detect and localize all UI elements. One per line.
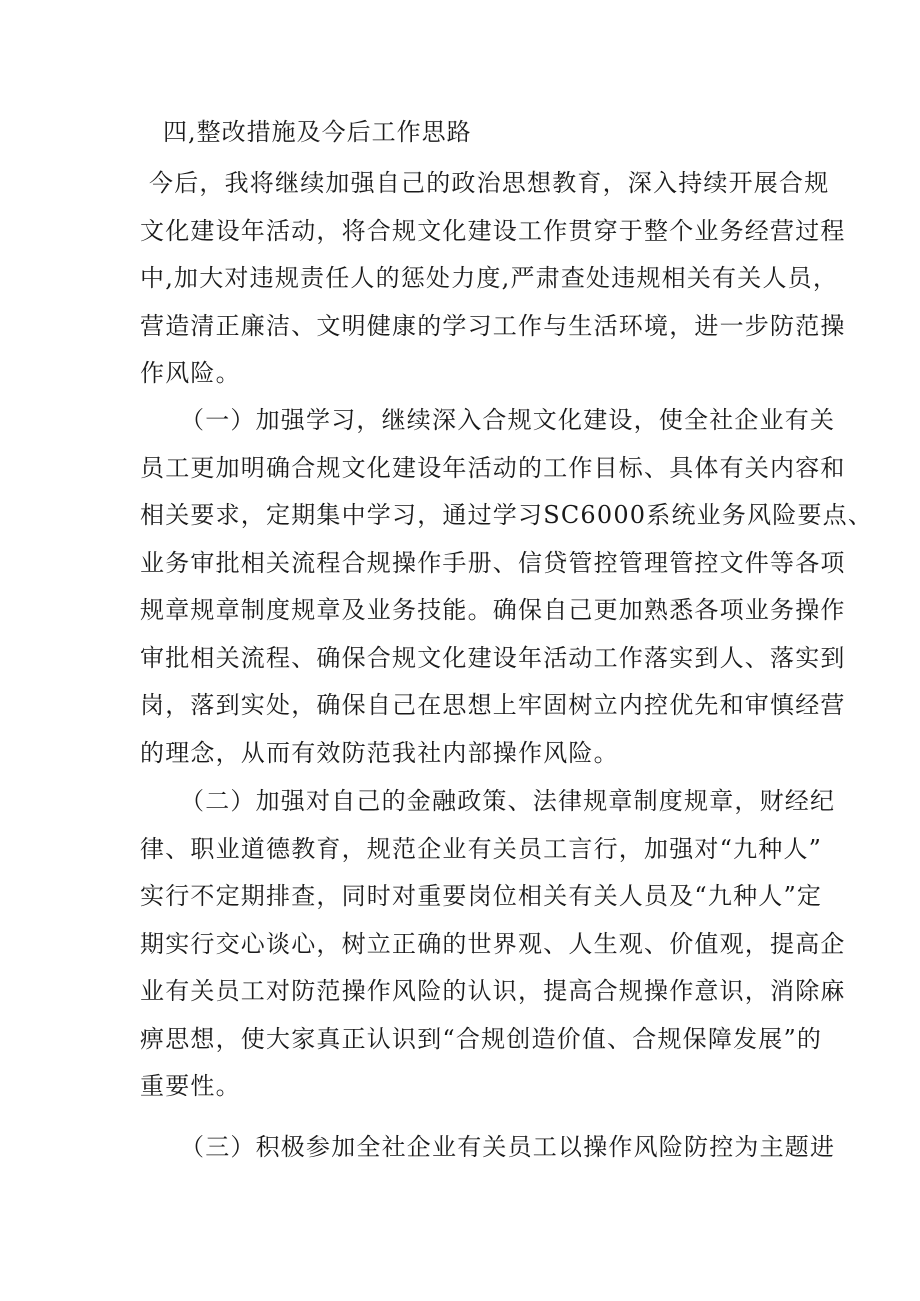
paragraph-item-1 — [140, 397, 874, 777]
paragraph-line: 岗，落到实处，确保自己在思想上牢固树立内控优先和审慎经营 — [140, 691, 846, 719]
paragraph-line: （三）积极参加全社企业有关员工以操作风险防控为主题进 — [180, 1133, 836, 1161]
paragraph-line: 的理念，从而有效防范我社内部操作风险。 — [140, 738, 619, 767]
paragraph-line: 相关要求，定期集中学习，通过学习SC6000系统业务风险要点、 — [140, 501, 874, 529]
paragraph-item-2 — [140, 778, 846, 1111]
paragraph-line: 文化建设年活动，将合规文化建设工作贯穿于整个业务经营过程 — [140, 216, 846, 245]
paragraph-intro — [140, 160, 846, 398]
paragraph-line: 业务审批相关流程合规操作手册、信贷管控管理管控文件等各项 — [140, 548, 846, 577]
paragraph-line: 中,加大对违规责任人的惩处力度,严肃查处违规相关有关人员， — [140, 264, 839, 292]
paragraph-line: 员工更加明确合规文化建设年活动的工作目标、具体有关内容和 — [140, 453, 846, 482]
paragraph-line: 律、职业道德教育，规范企业有关员工言行，加强对“九种人” — [140, 834, 823, 863]
paragraph-line: 营造清正廉洁、文明健康的学习工作与生活环境，进一步防范操 — [140, 311, 846, 340]
section-heading: 四,整改措施及今后工作思路 — [163, 118, 472, 146]
paragraph-item-3 — [140, 1124, 836, 1172]
paragraph-line: 作风险。 — [140, 359, 241, 387]
paragraph-line: （一）加强学习，继续深入合规文化建设，使全社企业有关 — [180, 406, 836, 434]
paragraph-line: （二）加强对自己的金融政策、法律规章制度规章，财经纪 — [180, 787, 836, 815]
paragraph-line: 今后，我将继续加强自己的政治思想教育，深入持续开展合规 — [149, 169, 830, 197]
paragraph-line: 审批相关流程、确保合规文化建设年活动工作落实到人、落实到 — [140, 643, 846, 672]
paragraph-line: 期实行交心谈心，树立正确的世界观、人生观、价值观，提高企 — [140, 929, 846, 958]
paragraph-line: 规章规章制度规章及业务技能。确保自己更加熟悉各项业务操作 — [140, 596, 846, 624]
paragraph-line: 业有关员工对防范操作风险的认识，提高合规操作意识，消除麻 — [140, 977, 846, 1005]
paragraph-line: 重要性。 — [140, 1072, 241, 1100]
paragraph-line: 痹思想，使大家真正认识到“合规创造价值、合规保障发展”的 — [140, 1024, 823, 1053]
paragraph-line: 实行不定期排查，同时对重要岗位相关有关人员及“九种人”定 — [140, 882, 823, 910]
